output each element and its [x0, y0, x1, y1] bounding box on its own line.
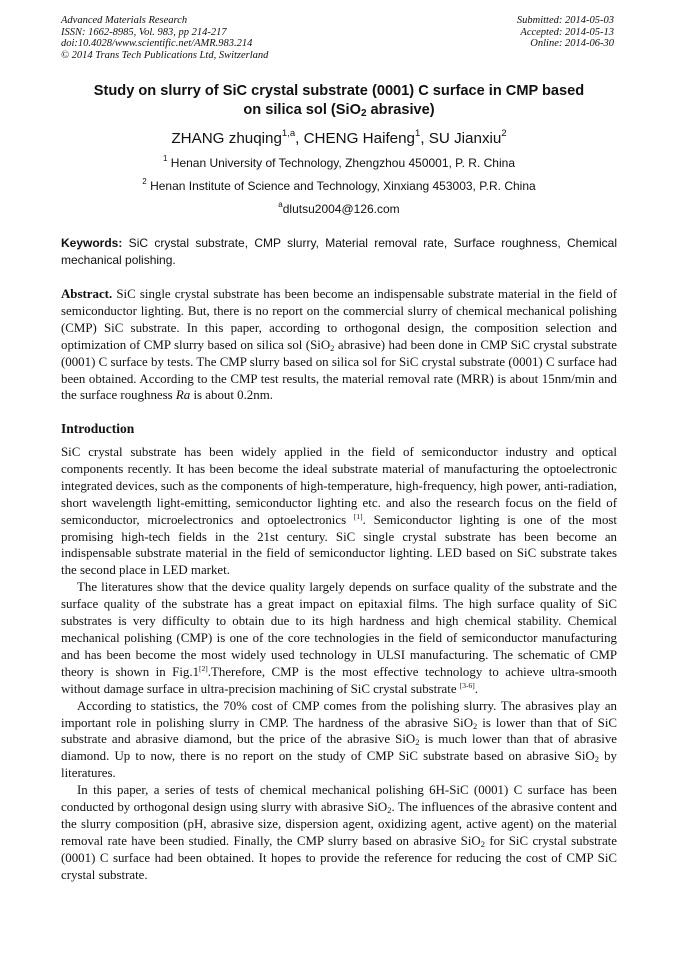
- doi-line: doi:10.4028/www.scientific.net/AMR.983.214: [61, 38, 253, 50]
- issn-line: ISSN: 1662-8985, Vol. 983, pp 214-217: [61, 26, 227, 38]
- paragraph-text: SiC crystal substrate has been widely applied in the field of semiconductor industry and optical components recently. It has been become the ideal substrate material of manufacturing the optoelectronic integrated devices, such as the components of high-temperature, high-frequency, high power, anti-radiation, short wavelength light-emitting, semiconductor lighting etc. and also the research focus on the field of semiconductor, microelectronics and optoelectronics: [61, 445, 617, 527]
- paragraph-text: is lower than that of SiC substrate and abrasive diamond, but the price of the abrasive SiO: [61, 715, 617, 747]
- intro-paragraph-3: [61, 698, 617, 783]
- author-sup: 1,a: [281, 128, 296, 139]
- paragraph-text: by literatures.: [61, 749, 617, 781]
- paragraph-text: .: [474, 681, 479, 696]
- dates-info: [517, 15, 614, 50]
- italic-term: Ra: [175, 388, 191, 403]
- paragraph-text: The literatures show that the device quality largely depends on surface quality of the substrate and the surface quality of the substrate has a great impact on epitaxial films. The high surface quality of SiC substrates is very difficulty to obtain due to its high hardness and high chemical stability. Chemical mechanical polishing (CMP) is one of the core technologies in the field of semiconductor manufacturing and has been become the most widely used technology in ULSI manufacturing. The schematic of CMP theory is shown in Fig.1: [61, 580, 617, 679]
- submitted-date: Submitted: 2014-05-03: [516, 15, 614, 26]
- title-line-2: [61, 101, 617, 120]
- paragraph-text: is much lower than that of abrasive diamond. Up to now, there is no report on the study of CMP SiC substrate based on abrasive SiO: [61, 732, 618, 764]
- section-heading-introduction: Introduction: [61, 421, 135, 436]
- email-sup: a: [278, 200, 283, 209]
- paragraph-text: . The influences of the abrasive content and the slurry composition (pH, abrasive size, dispersion agent, oxidizing agent, active agent) on the material removal rate have been studied. Finally, the CMP slurry based on abrasive SiO: [61, 800, 617, 848]
- online-date: Online: 2014-06-30: [530, 38, 614, 50]
- affiliation-1: [61, 156, 617, 170]
- subscript: 2: [415, 737, 420, 748]
- author-name: SU Jianxiu: [428, 130, 502, 147]
- author-sup: 2: [501, 128, 507, 139]
- keywords: [61, 235, 617, 268]
- author-name: CHENG Haifeng: [303, 130, 416, 147]
- intro-paragraph-1: [61, 444, 617, 579]
- abstract: [61, 286, 617, 404]
- abstract-paragraph: [61, 286, 617, 404]
- subscript: 2: [480, 838, 485, 849]
- title-line-1: Study on slurry of SiC crystal substrate (0001) C surface in CMP based: [93, 83, 585, 99]
- journal-name: Advanced Materials Research: [61, 15, 188, 26]
- accepted-date: Accepted: 2014-05-13: [520, 26, 614, 38]
- citation-ref[interactable]: [3-6]: [459, 680, 475, 690]
- abstract-text: is about 0.2nm.: [190, 388, 273, 403]
- journal-info: [61, 15, 268, 61]
- subscript: 2: [473, 720, 478, 731]
- introduction-body: [61, 444, 617, 884]
- affiliation-text: Henan Institute of Science and Technology, Xinxiang 453003, P.R. China: [146, 179, 536, 193]
- citation-ref[interactable]: [1]: [353, 511, 363, 521]
- affiliation-sup: 2: [142, 177, 147, 186]
- abstract-text: SiC single crystal substrate has been become an indispensable substrate material in the field of semiconductor lighting. But, there is no report on the commercial slurry of chemical mechanical polishing (CMP) SiC substrate. In this paper, according to orthogonal design, the composition selection and optimization of CMP slurry based on silica sol (SiO: [61, 287, 617, 352]
- affiliation-2: [61, 179, 617, 193]
- title-text: abrasive): [366, 102, 435, 118]
- citation-ref[interactable]: [2]: [199, 663, 208, 673]
- affiliation-sup: 1: [162, 154, 168, 163]
- paragraph-text: In this paper, a series of tests of chemical mechanical polishing 6H-SiC (0001) C surface has been conducted by orthogonal design using slurry with abrasive SiO: [61, 783, 617, 815]
- paragraph-text: for SiC crystal substrate (0001) C surface had been obtained. It hopes to provide the reference for reducing the cost of CMP SiC crystal substrate.: [61, 833, 617, 882]
- title-subscript: 2: [360, 108, 367, 119]
- title-text: on silica sol (SiO: [243, 102, 361, 118]
- author-sep: ,: [295, 130, 304, 147]
- author-name: ZHANG zhuqing: [171, 130, 282, 147]
- affiliation-text: Henan University of Technology, Zhengzhou 450001, P. R. China: [167, 156, 515, 170]
- subscript: 2: [330, 342, 335, 353]
- copyright-line: © 2014 Trans Tech Publications Ltd, Switzerland: [61, 49, 269, 61]
- abstract-label: Abstract.: [61, 287, 113, 301]
- author-list: [61, 130, 617, 148]
- email-text: dlutsu2004@126.com: [282, 202, 400, 216]
- subscript: 2: [387, 805, 392, 816]
- keywords-label: Keywords:: [61, 236, 123, 250]
- subscript: 2: [594, 754, 599, 765]
- intro-paragraph-2: [61, 579, 617, 697]
- paragraph-text: According to statistics, the 70% cost of CMP comes from the polishing slurry. The abrasives play an important role in polishing slurry in CMP. The hardness of the abrasive SiO: [61, 698, 617, 730]
- paper-title: [61, 82, 617, 120]
- keywords-text: SiC crystal substrate, CMP slurry, Material removal rate, Surface roughness, Chemical mechanical polishing.: [61, 236, 617, 267]
- abstract-text: abrasive) had been done in CMP SiC crystal substrate (0001) C surface by tests. The CMP slurry based on silica sol for SiC crystal substrate (0001) C surface had been obtained. According to the CMP test results, the material removal rate (MRR) is about 15nm/min and the surface roughness: [61, 337, 617, 403]
- author-email: [61, 202, 617, 216]
- author-sep: ,: [420, 130, 429, 147]
- intro-paragraph-4: [61, 782, 617, 883]
- paragraph-text: .Therefore, CMP is the most effective technology to achieve ultra-smooth without damage surface in ultra-precision machining of SiC crystal substrate: [61, 664, 617, 696]
- paragraph-text: . Semiconductor lighting is one of the most promising high-tech fields in the 21st century. SiC single crystal substrate has been become an indispensable substrate material in the field of semiconductor lighting. LED based on SiC substrate takes the second place in LED market.: [61, 512, 617, 578]
- author-sup: 1: [415, 128, 421, 139]
